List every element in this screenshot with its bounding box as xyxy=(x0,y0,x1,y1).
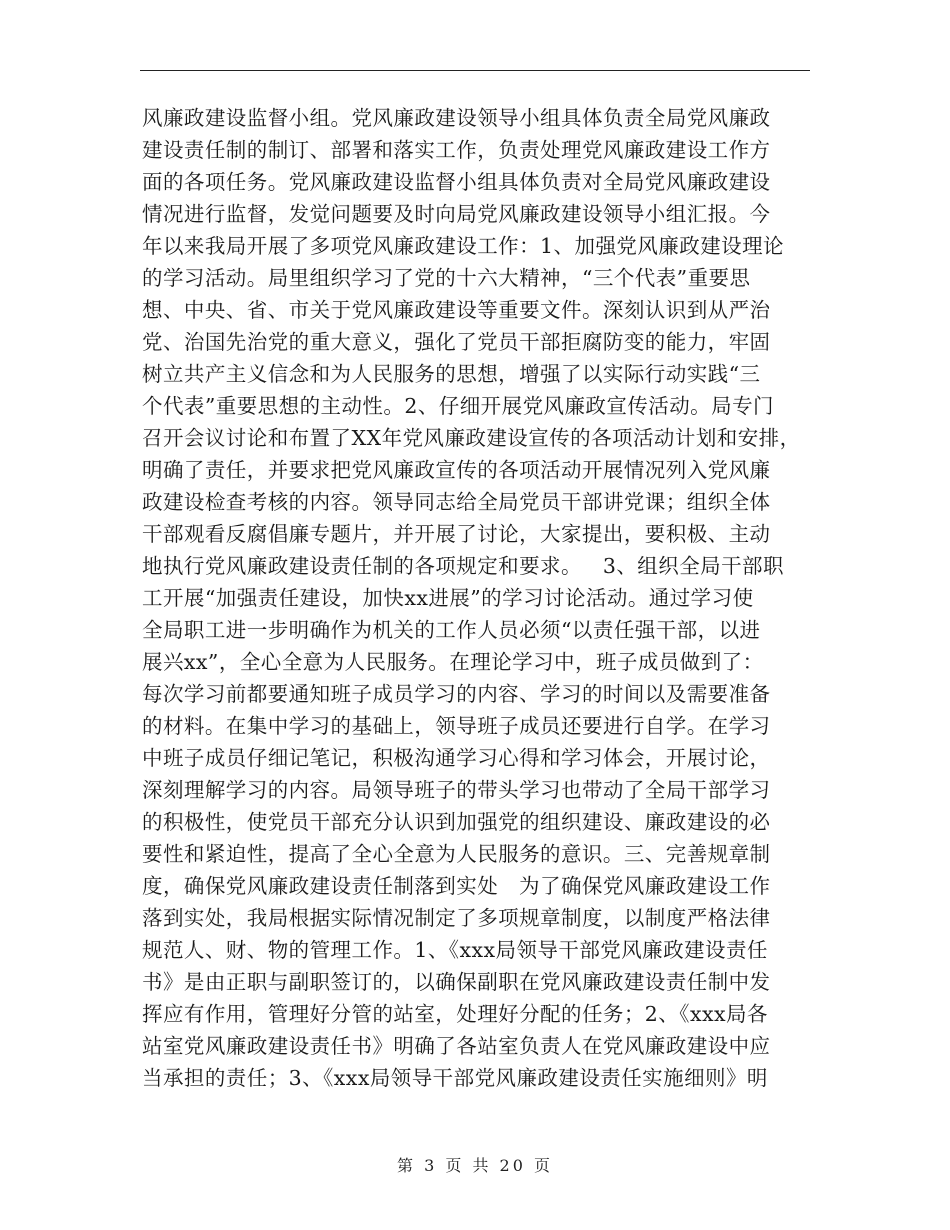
text-line: 想、中央、省、市关于党风廉政建设等重要文件。深刻认识到从严治 xyxy=(142,298,771,322)
text-line: 挥应有作用，管理好分管的站室，处理好分配的任务；2、《xxx局各 xyxy=(142,1002,768,1026)
text-line: 召开会议讨论和布置了XX年党风廉政建设宣传的各项活动计划和安排， xyxy=(142,426,801,450)
text-line: 落到实处，我局根据实际情况制定了多项规章制度，以制度严格法律 xyxy=(142,906,771,930)
text-line: 建设责任制的制订、部署和落实工作，负责处理党风廉政建设工作方 xyxy=(142,138,771,162)
text-line: 当承担的责任；3、《xxx局领导干部党风廉政建设责任实施细则》明 xyxy=(142,1066,768,1090)
text-line: 要性和紧迫性，提高了全心全意为人民服务的意识。三、完善规章制 xyxy=(142,842,771,866)
text-line: 干部观看反腐倡廉专题片，并开展了讨论，大家提出，要积极、主动 xyxy=(142,522,771,546)
text-line: 深刻理解学习的内容。局领导班子的带头学习也带动了全局干部学习 xyxy=(142,778,771,802)
text-line: 情况进行监督，发觉问题要及时向局党风廉政建设领导小组汇报。今 xyxy=(142,202,771,226)
text-line: 树立共产主义信念和为人民服务的思想，增强了以实际行动实践“三 xyxy=(142,362,761,386)
text-line: 面的各项任务。党风廉政建设监督小组具体负责对全局党风廉政建设 xyxy=(142,170,771,194)
header-rule xyxy=(140,70,810,71)
text-line: 全局职工进一步明确作为机关的工作人员必须“以责任强干部，以进 xyxy=(142,618,761,642)
text-line: 展兴xx”，全心全意为人民服务。在理论学习中，班子成员做到了： xyxy=(142,650,764,674)
text-line: 工开展“加强责任建设，加快xx进展”的学习讨论活动。通过学习使 xyxy=(142,586,754,610)
text-line: 的积极性，使党员干部充分认识到加强党的组织建设、廉政建设的必 xyxy=(142,810,771,834)
text-line: 的材料。在集中学习的基础上，领导班子成员还要进行自学。在学习 xyxy=(142,714,771,738)
text-line: 个代表”重要思想的主动性。2、仔细开展党风廉政宣传活动。局专门 xyxy=(142,394,774,418)
text-line: 每次学习前都要通知班子成员学习的内容、学习的时间以及需要准备 xyxy=(142,682,771,706)
text-line: 党、治国先治党的重大意义，强化了党员干部拒腐防变的能力，牢固 xyxy=(142,330,771,354)
text-line: 规范人、财、物的管理工作。1、《xxx局领导干部党风廉政建设责任 xyxy=(142,938,768,962)
text-line: 站室党风廉政建设责任书》明确了各站室负责人在党风廉政建设中应 xyxy=(142,1034,771,1058)
text-line: 度，确保党风廉政建设责任制落到实处 为了确保党风廉政建设工作 xyxy=(142,874,771,898)
text-line: 政建设检查考核的内容。领导同志给全局党员干部讲党课；组织全体 xyxy=(142,490,771,514)
page-number: 第 3 页 共 20 页 xyxy=(397,1156,553,1175)
text-line: 风廉政建设监督小组。党风廉政建设领导小组具体负责全局党风廉政 xyxy=(142,106,771,130)
text-line: 明确了责任，并要求把党风廉政宣传的各项活动开展情况列入党风廉 xyxy=(142,458,771,482)
text-line: 中班子成员仔细记笔记，积极沟通学习心得和学习体会，开展讨论， xyxy=(142,746,771,770)
text-line: 年以来我局开展了多项党风廉政建设工作：1、加强党风廉政建设理论 xyxy=(142,234,784,258)
document-body xyxy=(142,102,822,1094)
text-line: 地执行党风廉政建设责任制的各项规定和要求。 3、组织全局干部职 xyxy=(142,554,784,578)
text-line: 的学习活动。局里组织学习了党的十六大精神，“三个代表”重要思 xyxy=(142,266,751,290)
text-line: 书》是由正职与副职签订的，以确保副职在党风廉政建设责任制中发 xyxy=(142,970,771,994)
